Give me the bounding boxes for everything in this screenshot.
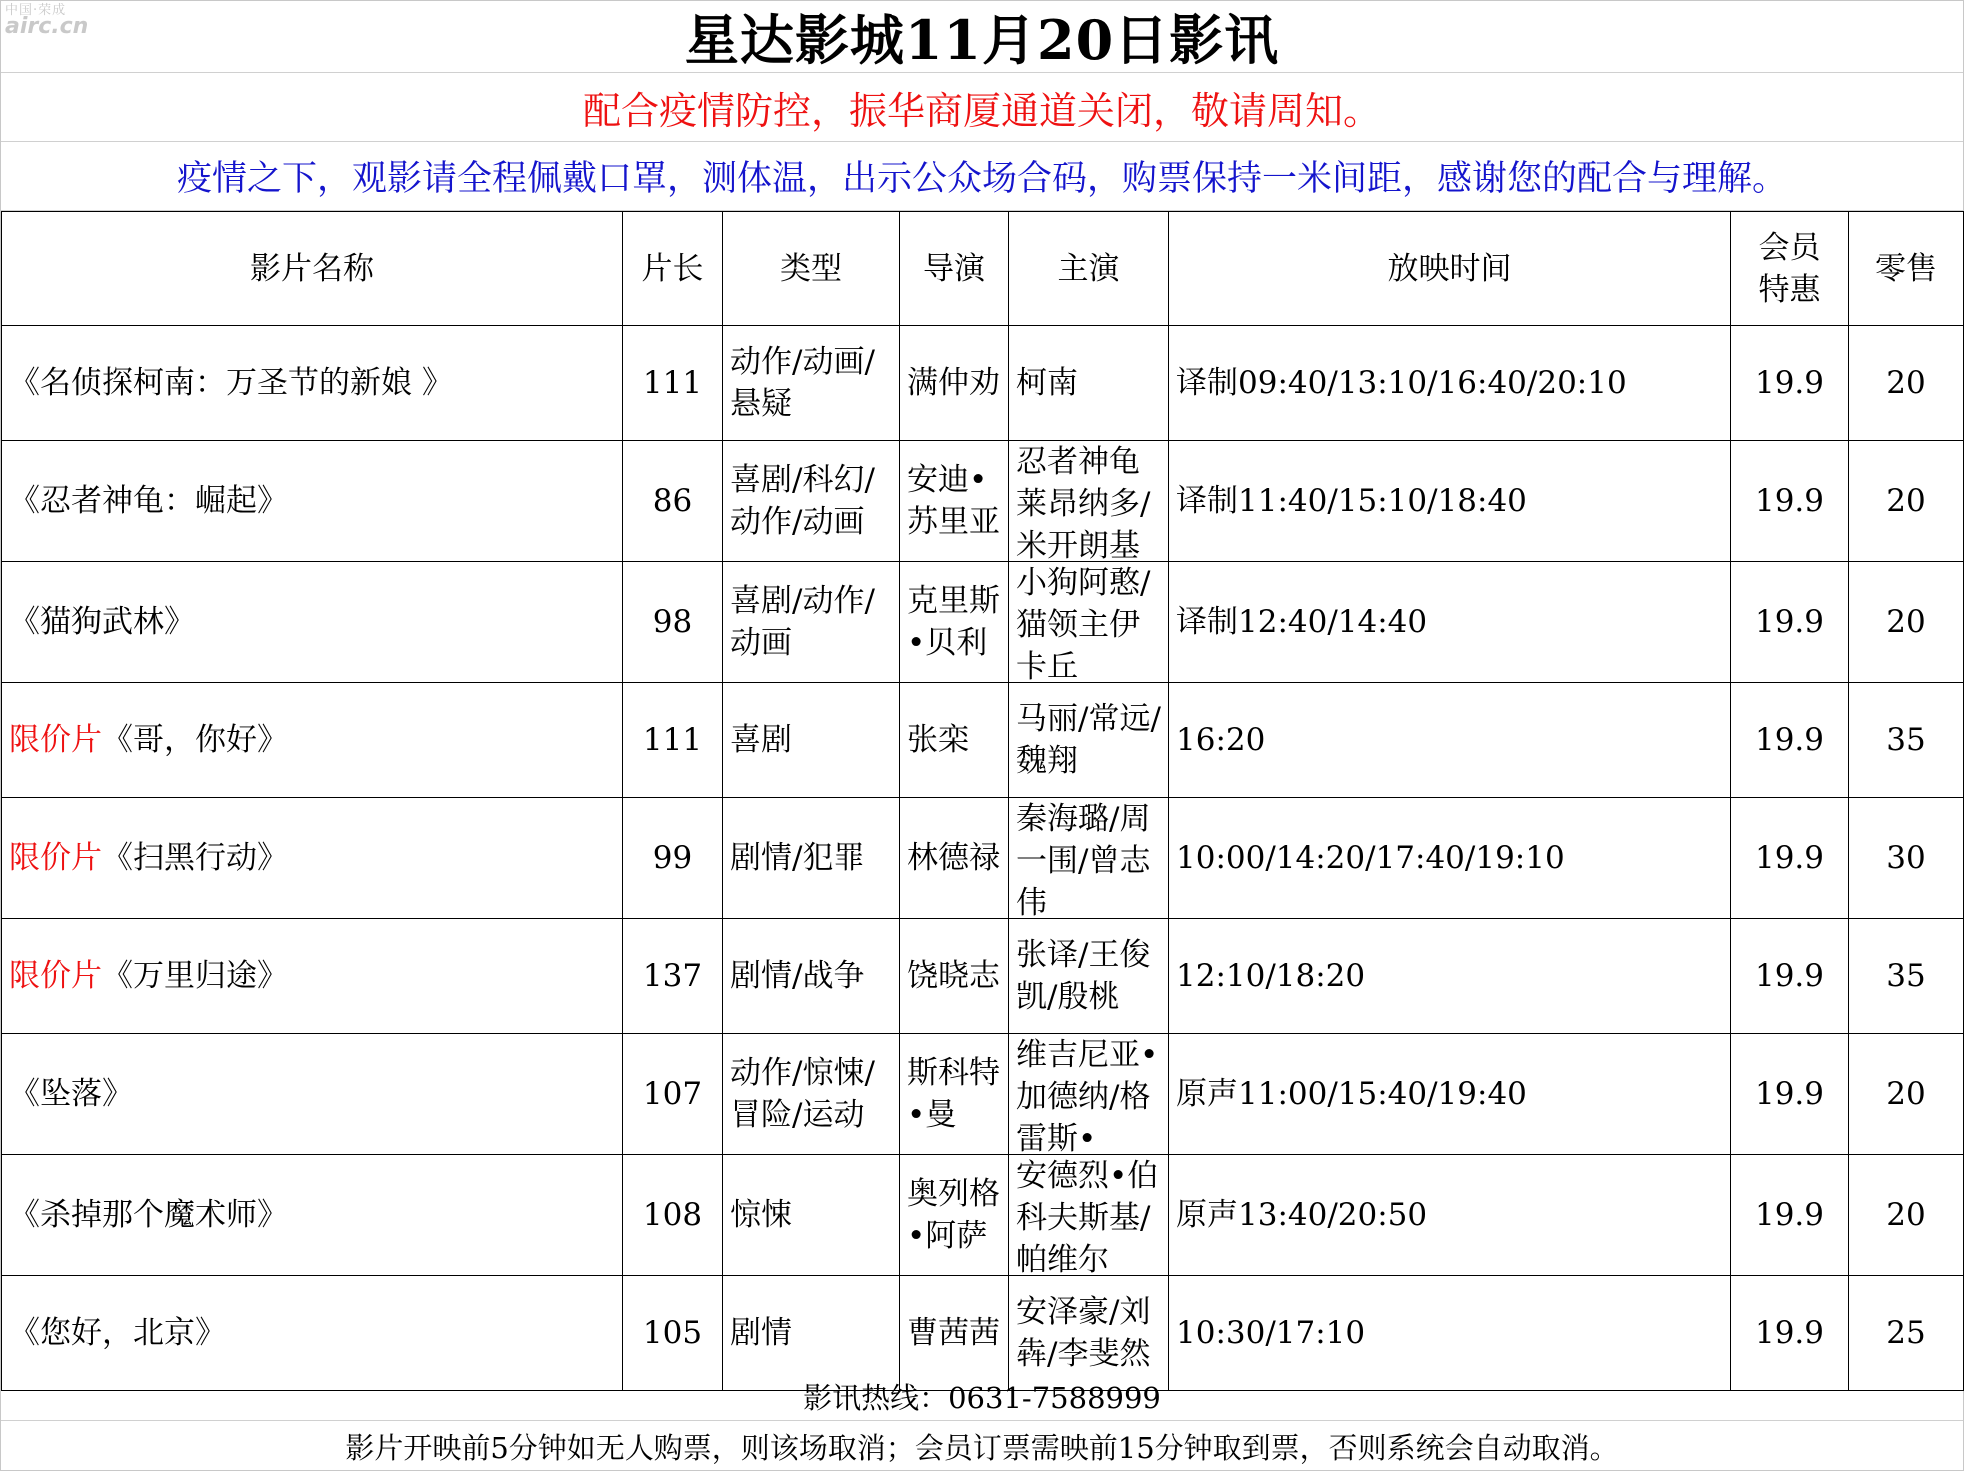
watermark-line1: 中国·荣成 bbox=[5, 3, 67, 18]
movie-director-text: 林德禄 bbox=[907, 840, 1000, 876]
movie-cast bbox=[1009, 798, 1169, 919]
movie-title-cell bbox=[2, 919, 623, 1034]
retail-price: 30 bbox=[1849, 798, 1964, 919]
retail-price: 20 bbox=[1849, 441, 1964, 562]
movie-title: 《猫狗武林》 bbox=[9, 604, 195, 640]
health-tip: 疫情之下，观影请全程佩戴口罩，测体温，出示公众场合码，购票保持一米间距，感谢您的配合与理解。 bbox=[1, 142, 1963, 211]
retail-price: 35 bbox=[1849, 919, 1964, 1034]
movie-genre bbox=[723, 1155, 900, 1276]
movie-director bbox=[900, 1034, 1009, 1155]
retail-price: 35 bbox=[1849, 683, 1964, 798]
movie-title-cell bbox=[2, 1155, 623, 1276]
movie-title-cell bbox=[2, 798, 623, 919]
movie-cast-text: 张译/王俊凯/殷桃 bbox=[1016, 937, 1151, 1015]
retail-price: 20 bbox=[1849, 1155, 1964, 1276]
member-price: 19.9 bbox=[1731, 798, 1849, 919]
header-cast: 主演 bbox=[1009, 212, 1169, 326]
movie-showtimes: 10:00/14:20/17:40/19:10 bbox=[1169, 798, 1731, 919]
movie-showtimes: 原声11:00/15:40/19:40 bbox=[1169, 1034, 1731, 1155]
movie-row bbox=[2, 798, 1964, 919]
movie-title-cell bbox=[2, 1034, 623, 1155]
movie-length: 108 bbox=[623, 1155, 723, 1276]
movie-showtimes: 译制12:40/14:40 bbox=[1169, 562, 1731, 683]
movie-genre-text: 剧情/犯罪 bbox=[730, 840, 865, 876]
movie-showtimes: 原声13:40/20:50 bbox=[1169, 1155, 1731, 1276]
movie-title: 《杀掉那个魔术师》 bbox=[9, 1197, 288, 1233]
movie-director bbox=[900, 683, 1009, 798]
movie-director bbox=[900, 1155, 1009, 1276]
movie-director bbox=[900, 798, 1009, 919]
movie-director-text: 饶晓志 bbox=[907, 958, 1000, 994]
member-price: 19.9 bbox=[1731, 441, 1849, 562]
member-price: 19.9 bbox=[1731, 562, 1849, 683]
movie-length: 107 bbox=[623, 1034, 723, 1155]
movie-genre bbox=[723, 326, 900, 441]
member-price: 19.9 bbox=[1731, 919, 1849, 1034]
cancellation-rule: 影片开映前5分钟如无人购票，则该场取消；会员订票需映前15分钟取到票，否则系统会自动取消。 bbox=[345, 1430, 1619, 1465]
movie-row bbox=[2, 326, 1964, 441]
retail-price: 25 bbox=[1849, 1276, 1964, 1391]
movie-title: 《名侦探柯南：万圣节的新娘 》 bbox=[9, 365, 453, 401]
movie-showtimes: 译制09:40/13:10/16:40/20:10 bbox=[1169, 326, 1731, 441]
movie-genre bbox=[723, 562, 900, 683]
movie-cast bbox=[1009, 1155, 1169, 1276]
movie-genre bbox=[723, 441, 900, 562]
movie-cast bbox=[1009, 562, 1169, 683]
movie-showtimes: 译制11:40/15:10/18:40 bbox=[1169, 441, 1731, 562]
movie-length: 137 bbox=[623, 919, 723, 1034]
movie-row bbox=[2, 919, 1964, 1034]
member-price: 19.9 bbox=[1731, 1034, 1849, 1155]
movie-title: 《您好，北京》 bbox=[9, 1315, 226, 1351]
member-price: 19.9 bbox=[1731, 1155, 1849, 1276]
movie-title: 《坠落》 bbox=[9, 1076, 133, 1112]
header-genre: 类型 bbox=[723, 212, 900, 326]
movie-length: 105 bbox=[623, 1276, 723, 1391]
movie-genre-text: 动作/惊悚/冒险/运动 bbox=[730, 1055, 875, 1133]
price-limited-tag: 限价片 bbox=[9, 840, 102, 876]
movie-genre bbox=[723, 1034, 900, 1155]
header-showtimes: 放映时间 bbox=[1169, 212, 1731, 326]
movie-showtimes: 10:30/17:10 bbox=[1169, 1276, 1731, 1391]
movie-director bbox=[900, 562, 1009, 683]
movie-length: 98 bbox=[623, 562, 723, 683]
movie-cast-text: 忍者神龟莱昂纳多/米开朗基 bbox=[1016, 444, 1151, 561]
movie-title: 《忍者神龟：崛起》 bbox=[9, 483, 288, 519]
movie-genre-text: 剧情/战争 bbox=[730, 958, 865, 994]
movie-genre bbox=[723, 919, 900, 1034]
retail-price: 20 bbox=[1849, 1034, 1964, 1155]
movie-length: 111 bbox=[623, 683, 723, 798]
movie-cast-text: 马丽/常远/魏翔 bbox=[1016, 701, 1161, 779]
movie-title: 《万里归途》 bbox=[102, 958, 288, 994]
price-limited-tag: 限价片 bbox=[9, 958, 102, 994]
movie-title: 《哥，你好》 bbox=[102, 722, 288, 758]
header-retail-price: 零售 bbox=[1849, 212, 1964, 326]
movie-director bbox=[900, 919, 1009, 1034]
retail-price: 20 bbox=[1849, 562, 1964, 683]
member-price: 19.9 bbox=[1731, 1276, 1849, 1391]
movie-genre bbox=[723, 683, 900, 798]
header-length: 片长 bbox=[623, 212, 723, 326]
member-price: 19.9 bbox=[1731, 326, 1849, 441]
movie-cast-text: 安德烈•伯科夫斯基/帕维尔 bbox=[1016, 1158, 1159, 1275]
watermark-line2: airc.cn bbox=[5, 14, 89, 39]
movie-cast bbox=[1009, 683, 1169, 798]
movie-title-cell bbox=[2, 562, 623, 683]
movie-director-text: 曹茜茜 bbox=[907, 1315, 1000, 1351]
movie-genre-text: 动作/动画/悬疑 bbox=[730, 344, 875, 422]
movie-director-text: 安迪•苏里亚 bbox=[907, 462, 1000, 540]
header-name: 影片名称 bbox=[2, 212, 623, 326]
movie-title-cell bbox=[2, 441, 623, 562]
movie-genre-text: 喜剧/动作/动画 bbox=[730, 583, 875, 661]
member-price: 19.9 bbox=[1731, 683, 1849, 798]
movie-row bbox=[2, 1155, 1964, 1276]
movie-cast-text: 小狗阿憨/猫领主伊卡丘 bbox=[1016, 565, 1151, 682]
closure-notice: 配合疫情防控，振华商厦通道关闭，敬请周知。 bbox=[1, 73, 1963, 142]
header-member-price bbox=[1731, 212, 1849, 326]
schedule-table bbox=[1, 211, 1964, 1391]
movie-row bbox=[2, 441, 1964, 562]
movie-title: 《扫黑行动》 bbox=[102, 840, 288, 876]
movie-director-text: 奥列格•阿萨 bbox=[907, 1176, 1000, 1254]
page-title: 星达影城11月20日影讯 bbox=[1, 1, 1963, 73]
movie-cast-text: 秦海璐/周一围/曾志伟 bbox=[1016, 801, 1151, 918]
retail-price: 20 bbox=[1849, 326, 1964, 441]
header-member-line2: 特惠 bbox=[1758, 271, 1821, 308]
movie-row bbox=[2, 1034, 1964, 1155]
movie-cast-text: 安泽豪/刘犇/李斐然 bbox=[1016, 1294, 1151, 1372]
movie-director-text: 张栾 bbox=[907, 722, 969, 758]
movie-cast-text: 柯南 bbox=[1016, 365, 1078, 401]
movie-genre-text: 喜剧/科幻/动作/动画 bbox=[730, 462, 875, 540]
movie-length: 86 bbox=[623, 441, 723, 562]
movie-director bbox=[900, 441, 1009, 562]
movie-genre-text: 喜剧 bbox=[730, 722, 792, 758]
movie-showtimes: 12:10/18:20 bbox=[1169, 919, 1731, 1034]
movie-genre bbox=[723, 798, 900, 919]
hotline: 影讯热线：0631-7588999 bbox=[1, 1372, 1963, 1421]
movie-title-cell bbox=[2, 683, 623, 798]
movie-cast bbox=[1009, 919, 1169, 1034]
movie-director-text: 克里斯•贝利 bbox=[907, 583, 1000, 661]
movie-genre-text: 惊悚 bbox=[730, 1197, 792, 1233]
header-director: 导演 bbox=[900, 212, 1009, 326]
header-row bbox=[2, 212, 1964, 326]
movie-genre-text: 剧情 bbox=[730, 1315, 792, 1351]
movie-row bbox=[2, 683, 1964, 798]
movie-showtimes: 16:20 bbox=[1169, 683, 1731, 798]
movie-cast bbox=[1009, 1034, 1169, 1155]
movie-cast bbox=[1009, 441, 1169, 562]
movie-director bbox=[900, 326, 1009, 441]
header-member-line1: 会员 bbox=[1758, 229, 1821, 266]
movie-row bbox=[2, 562, 1964, 683]
movie-cast-text: 维吉尼亚•加德纳/格雷斯• bbox=[1016, 1037, 1159, 1154]
movie-title-cell bbox=[2, 326, 623, 441]
movie-cast bbox=[1009, 326, 1169, 441]
movie-director-text: 斯科特•曼 bbox=[907, 1055, 1000, 1133]
price-limited-tag: 限价片 bbox=[9, 722, 102, 758]
movie-director-text: 满仲劝 bbox=[907, 365, 1000, 401]
movie-length: 111 bbox=[623, 326, 723, 441]
movie-length: 99 bbox=[623, 798, 723, 919]
